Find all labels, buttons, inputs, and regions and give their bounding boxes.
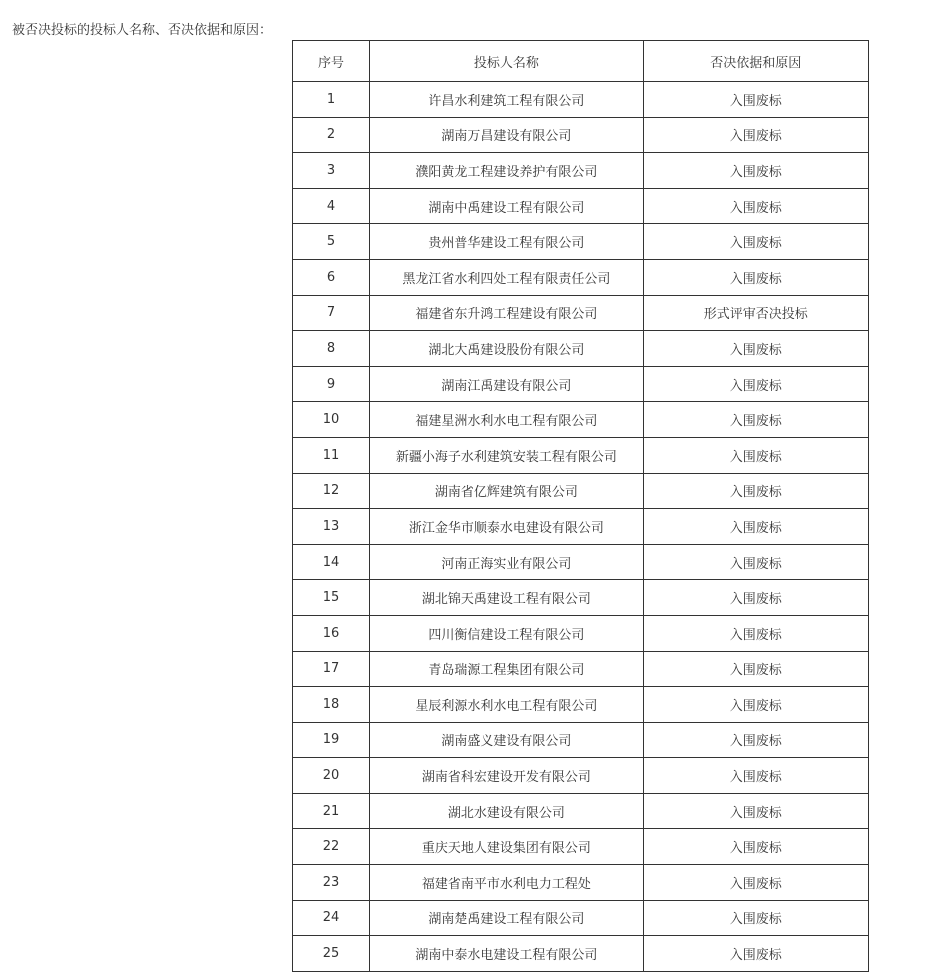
cell-bidder-name: 湖南省亿辉建筑有限公司	[370, 473, 643, 509]
table-row	[293, 829, 869, 865]
table-row	[293, 509, 869, 545]
cell-bidder-name: 黑龙江省水利四处工程有限责任公司	[370, 259, 643, 295]
cell-bidder-name: 湖南江禹建设有限公司	[370, 366, 643, 402]
cell-bidder-name: 许昌水利建筑工程有限公司	[370, 82, 643, 118]
cell-no: 2	[293, 117, 370, 153]
table-row	[293, 793, 869, 829]
cell-bidder-name: 湖北水建设有限公司	[370, 793, 643, 829]
table-row	[293, 402, 869, 438]
cell-rejection-reason: 入围废标	[643, 687, 868, 723]
cell-rejection-reason: 入围废标	[643, 117, 868, 153]
cell-rejection-reason: 入围废标	[643, 793, 868, 829]
table-row	[293, 758, 869, 794]
table-row	[293, 722, 869, 758]
table-row	[293, 900, 869, 936]
cell-no: 17	[293, 651, 370, 687]
cell-rejection-reason: 入围废标	[643, 402, 868, 438]
cell-no: 3	[293, 153, 370, 189]
cell-rejection-reason: 入围废标	[643, 580, 868, 616]
cell-bidder-name: 湖南省科宏建设开发有限公司	[370, 758, 643, 794]
table-row	[293, 687, 869, 723]
cell-bidder-name: 湖南万昌建设有限公司	[370, 117, 643, 153]
cell-no: 24	[293, 900, 370, 936]
table-row	[293, 188, 869, 224]
cell-rejection-reason: 入围废标	[643, 82, 868, 118]
intro-text: 被否决投标的投标人名称、否决依据和原因：	[12, 23, 273, 38]
cell-no: 13	[293, 509, 370, 545]
cell-bidder-name: 湖南盛义建设有限公司	[370, 722, 643, 758]
table-body	[293, 82, 869, 972]
table-row	[293, 544, 869, 580]
cell-bidder-name: 浙江金华市顺泰水电建设有限公司	[370, 509, 643, 545]
cell-no: 20	[293, 758, 370, 794]
cell-no: 12	[293, 473, 370, 509]
table-row	[293, 865, 869, 901]
cell-rejection-reason: 入围废标	[643, 153, 868, 189]
cell-rejection-reason: 入围废标	[643, 224, 868, 260]
cell-rejection-reason: 入围废标	[643, 865, 868, 901]
table-row	[293, 936, 869, 972]
cell-no: 10	[293, 402, 370, 438]
cell-bidder-name: 湖北锦天禹建设工程有限公司	[370, 580, 643, 616]
cell-bidder-name: 福建星洲水利水电工程有限公司	[370, 402, 643, 438]
cell-rejection-reason: 入围废标	[643, 651, 868, 687]
cell-no: 6	[293, 259, 370, 295]
table-row	[293, 580, 869, 616]
table-row	[293, 117, 869, 153]
cell-rejection-reason: 入围废标	[643, 758, 868, 794]
header-rejection-reason: 否决依据和原因	[643, 41, 868, 82]
cell-bidder-name: 湖南中泰水电建设工程有限公司	[370, 936, 643, 972]
cell-rejection-reason: 入围废标	[643, 722, 868, 758]
cell-no: 8	[293, 331, 370, 367]
cell-no: 16	[293, 615, 370, 651]
cell-no: 5	[293, 224, 370, 260]
cell-rejection-reason: 入围废标	[643, 509, 868, 545]
table-row	[293, 224, 869, 260]
table-row	[293, 153, 869, 189]
cell-no: 11	[293, 437, 370, 473]
cell-no: 25	[293, 936, 370, 972]
cell-no: 1	[293, 82, 370, 118]
cell-bidder-name: 四川衡信建设工程有限公司	[370, 615, 643, 651]
table-row	[293, 331, 869, 367]
cell-no: 14	[293, 544, 370, 580]
cell-rejection-reason: 形式评审否决投标	[643, 295, 868, 331]
table-row	[293, 437, 869, 473]
cell-rejection-reason: 入围废标	[643, 366, 868, 402]
table-row	[293, 473, 869, 509]
cell-bidder-name: 青岛瑞源工程集团有限公司	[370, 651, 643, 687]
cell-no: 9	[293, 366, 370, 402]
cell-bidder-name: 贵州普华建设工程有限公司	[370, 224, 643, 260]
table-row	[293, 651, 869, 687]
cell-bidder-name: 湖南楚禹建设工程有限公司	[370, 900, 643, 936]
cell-rejection-reason: 入围废标	[643, 188, 868, 224]
table-row	[293, 82, 869, 118]
cell-rejection-reason: 入围废标	[643, 615, 868, 651]
table-row	[293, 615, 869, 651]
table-row	[293, 366, 869, 402]
header-no: 序号	[293, 41, 370, 82]
cell-rejection-reason: 入围废标	[643, 829, 868, 865]
cell-bidder-name: 湖南中禹建设工程有限公司	[370, 188, 643, 224]
cell-bidder-name: 福建省南平市水利电力工程处	[370, 865, 643, 901]
cell-no: 18	[293, 687, 370, 723]
cell-no: 4	[293, 188, 370, 224]
cell-no: 23	[293, 865, 370, 901]
cell-bidder-name: 濮阳黄龙工程建设养护有限公司	[370, 153, 643, 189]
cell-no: 21	[293, 793, 370, 829]
cell-no: 15	[293, 580, 370, 616]
rejected-bidders-table	[292, 40, 869, 972]
cell-bidder-name: 河南正海实业有限公司	[370, 544, 643, 580]
table-row	[293, 259, 869, 295]
table-row	[293, 295, 869, 331]
cell-rejection-reason: 入围废标	[643, 437, 868, 473]
cell-bidder-name: 重庆天地人建设集团有限公司	[370, 829, 643, 865]
cell-no: 22	[293, 829, 370, 865]
cell-bidder-name: 星辰利源水利水电工程有限公司	[370, 687, 643, 723]
cell-rejection-reason: 入围废标	[643, 544, 868, 580]
cell-no: 19	[293, 722, 370, 758]
header-row	[293, 41, 869, 82]
cell-no: 7	[293, 295, 370, 331]
cell-bidder-name: 福建省东升鸿工程建设有限公司	[370, 295, 643, 331]
cell-rejection-reason: 入围废标	[643, 259, 868, 295]
cell-rejection-reason: 入围废标	[643, 331, 868, 367]
cell-rejection-reason: 入围废标	[643, 936, 868, 972]
cell-rejection-reason: 入围废标	[643, 900, 868, 936]
cell-bidder-name: 湖北大禹建设股份有限公司	[370, 331, 643, 367]
cell-rejection-reason: 入围废标	[643, 473, 868, 509]
table-header	[293, 41, 869, 82]
header-bidder-name: 投标人名称	[370, 41, 643, 82]
cell-bidder-name: 新疆小海子水利建筑安装工程有限公司	[370, 437, 643, 473]
